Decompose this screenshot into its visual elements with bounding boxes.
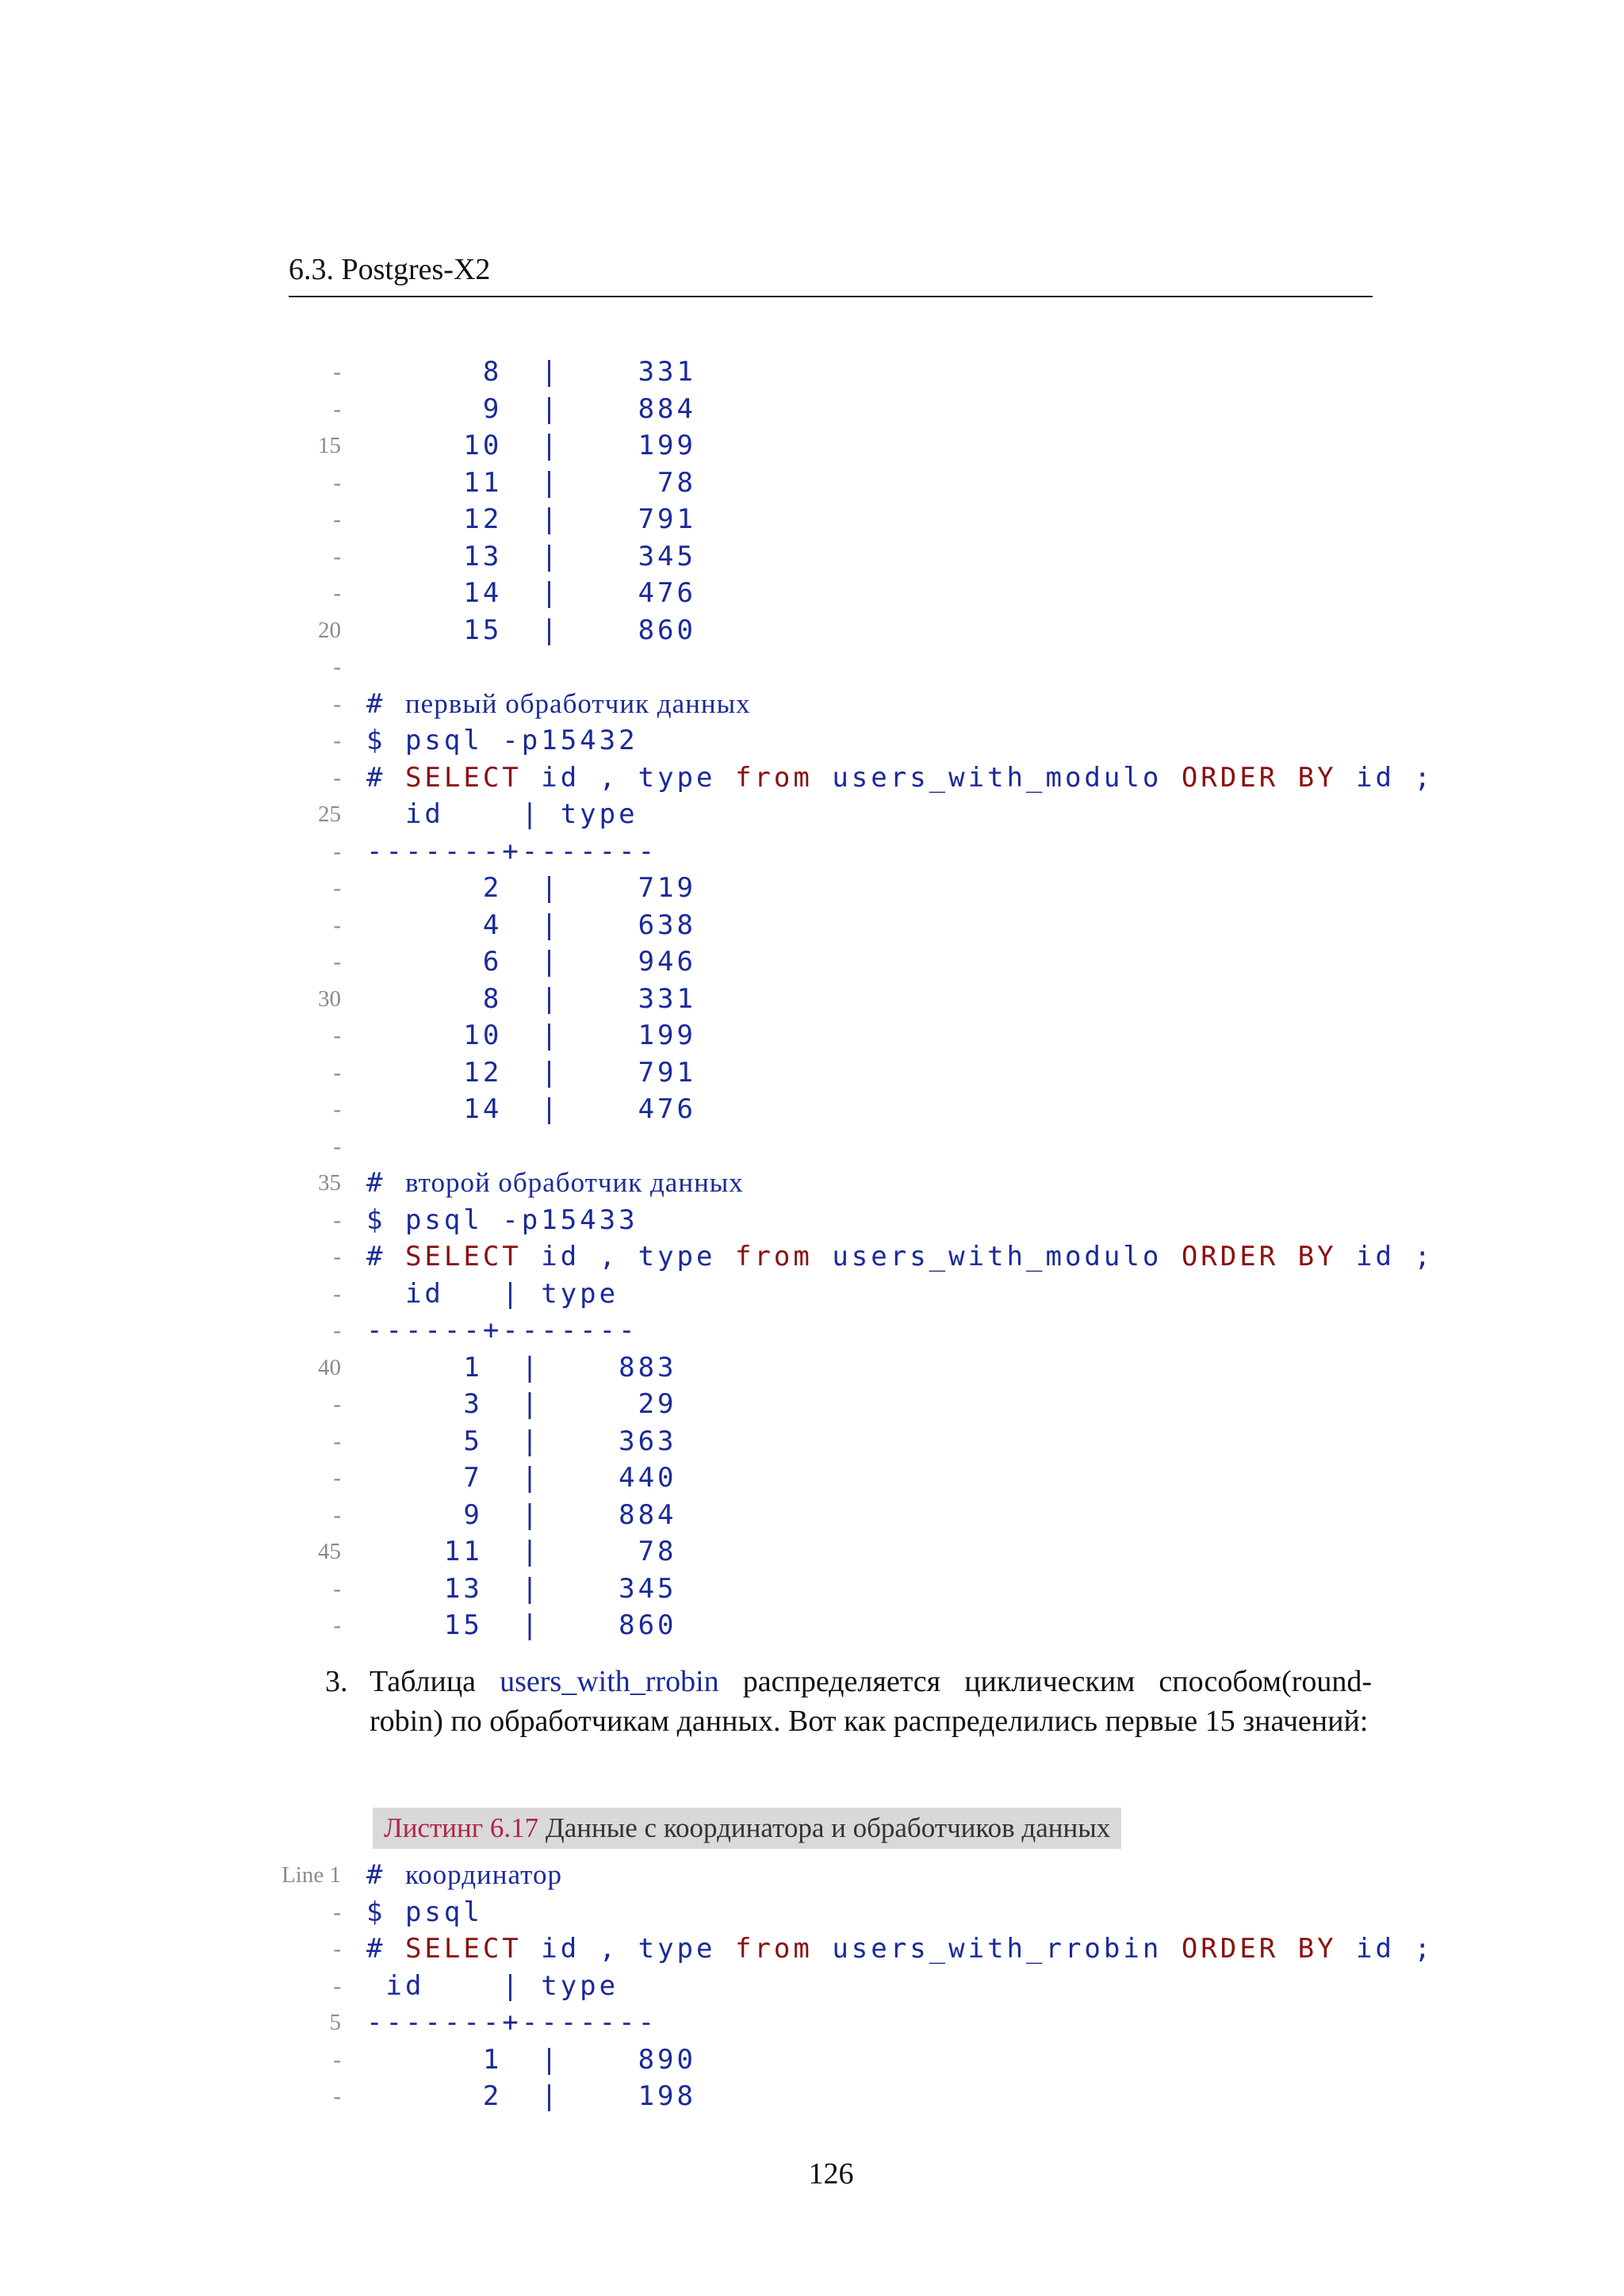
code-text: 9 | 884 <box>366 1498 677 1531</box>
line-number: 35 <box>318 1170 341 1196</box>
line-number: - <box>333 691 341 717</box>
code-text: ------+------- <box>366 1314 638 1346</box>
line-number: - <box>333 507 341 532</box>
list-number: 3. <box>325 1665 348 1698</box>
code-text: 9 | 884 <box>366 392 696 425</box>
code-text: -------+------- <box>366 835 658 867</box>
code-text: 12 | 791 <box>366 503 696 535</box>
line-number: 15 <box>318 433 341 458</box>
line-number: - <box>333 1207 341 1233</box>
line-number: - <box>333 1575 341 1601</box>
line-number: - <box>333 1391 341 1417</box>
code-text: 8 | 331 <box>366 356 696 388</box>
code-text: # SELECT id , type from users_with_rrobin ORDER BY id ; <box>366 1933 1434 1965</box>
line-number: 25 <box>318 802 341 827</box>
code-text: # второй обработчик данных <box>366 1167 744 1199</box>
code-text: 8 | 331 <box>366 982 696 1015</box>
line-number: - <box>333 543 341 569</box>
line-number: - <box>333 875 341 901</box>
line-number: - <box>333 838 341 864</box>
listing-label: Листинг 6.17 <box>384 1812 539 1843</box>
line-number: 30 <box>318 985 341 1012</box>
line-number: 20 <box>318 617 341 643</box>
line-number: - <box>333 1465 341 1490</box>
line-number: - <box>333 1244 341 1269</box>
line-number: 40 <box>318 1354 341 1380</box>
line-number: - <box>333 1428 341 1454</box>
code-text: 6 | 946 <box>366 946 696 978</box>
line-number: - <box>333 654 341 679</box>
code-text: id | type <box>366 798 638 830</box>
line-number: - <box>333 1613 341 1638</box>
line-number: - <box>333 2084 341 2109</box>
line-number: - <box>333 580 341 606</box>
code-text: 10 | 199 <box>366 430 696 461</box>
line-number: - <box>333 1133 341 1159</box>
line-number: - <box>333 396 341 422</box>
code-text: id | type <box>366 1969 619 2002</box>
code-text: 11 | 78 <box>366 1536 677 1567</box>
listing-caption <box>373 1808 1121 1849</box>
line-number: Line 1 <box>282 1862 341 1888</box>
line-number: - <box>333 949 341 974</box>
code-text: id | type <box>366 1277 619 1310</box>
line-number: - <box>333 1936 341 1961</box>
code-text: $ psql -p15433 <box>366 1203 638 1236</box>
code-text: 13 | 345 <box>366 1572 677 1605</box>
code-text: $ psql <box>366 1896 483 1928</box>
line-number: - <box>333 1502 341 1528</box>
running-head: 6.3. Postgres-X2 <box>289 253 491 286</box>
code-text: # SELECT id , type from users_with_modulo ORDER BY id ; <box>366 761 1434 794</box>
code-text: -------+------- <box>366 2007 658 2038</box>
line-number: - <box>333 764 341 790</box>
line-number: - <box>333 728 341 753</box>
line-number: - <box>333 469 341 496</box>
table-name: users_with_rrobin <box>500 1665 719 1698</box>
code-text: 2 | 719 <box>366 872 696 904</box>
code-text: # координатор <box>366 1859 562 1891</box>
line-number: 5 <box>329 2010 341 2035</box>
listing-title: Данные с координатора и обработчиков данных <box>545 1812 1111 1843</box>
line-number: - <box>333 1318 341 1343</box>
paragraph-text: Таблица users_with_rrobin распределяется циклическим способом(round-robin) по обработчикам данных. Вот как распределились первые 15 значений: <box>370 1665 1372 1738</box>
code-text: $ psql -p15432 <box>366 725 638 756</box>
line-number: - <box>333 1899 341 1925</box>
code-text: 14 | 476 <box>366 1093 696 1125</box>
code-text: 1 | 883 <box>366 1351 677 1383</box>
line-number: - <box>333 2046 341 2072</box>
code-text: # SELECT id , type from users_with_modulo ORDER BY id ; <box>366 1241 1434 1272</box>
code-text: 14 | 476 <box>366 577 696 609</box>
code-text: 15 | 860 <box>366 1609 677 1641</box>
code-text: 7 | 440 <box>366 1462 677 1494</box>
line-number: 45 <box>318 1539 341 1564</box>
code-text: 3 | 29 <box>366 1388 677 1420</box>
code-text: 10 | 199 <box>366 1020 696 1051</box>
code-text: 11 | 78 <box>366 466 696 499</box>
header-rule <box>289 296 1373 297</box>
line-number: - <box>333 1023 341 1048</box>
line-number: - <box>333 1059 341 1085</box>
code-text: 1 | 890 <box>366 2043 696 2076</box>
code-text: 2 | 198 <box>366 2080 696 2112</box>
code-text: 12 | 791 <box>366 1056 696 1089</box>
line-number: - <box>333 1280 341 1307</box>
line-number: - <box>333 1973 341 1999</box>
line-number: - <box>333 359 341 385</box>
line-number: - <box>333 1096 341 1122</box>
code-text: 15 | 860 <box>366 614 696 646</box>
code-text: 5 | 363 <box>366 1425 677 1457</box>
page-number: 126 <box>808 2157 854 2191</box>
code-text: # первый обработчик данных <box>366 687 751 720</box>
line-number: - <box>333 912 341 938</box>
code-text: 4 | 638 <box>366 909 696 941</box>
code-text: 13 | 345 <box>366 540 696 572</box>
